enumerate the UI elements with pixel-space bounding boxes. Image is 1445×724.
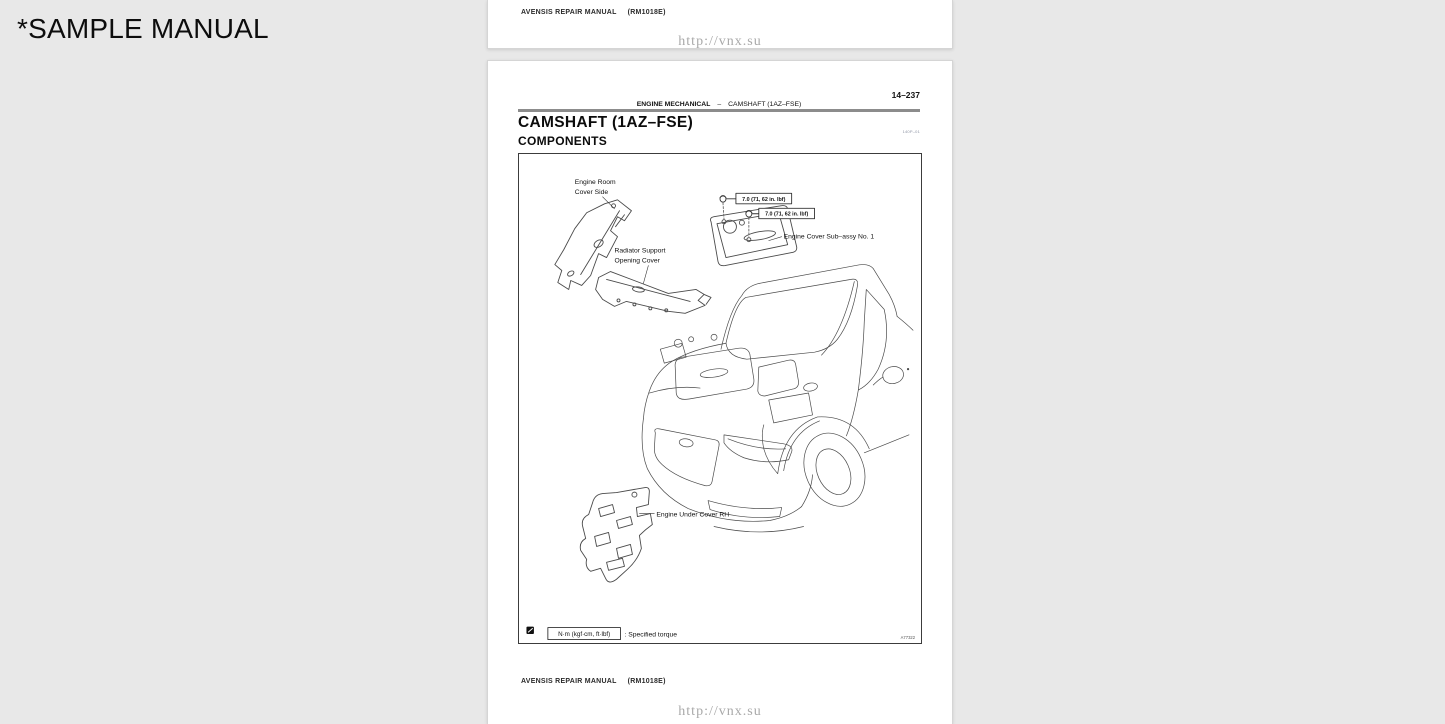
label-radiator-support-line2: Opening Cover <box>614 257 660 265</box>
components-diagram <box>518 153 922 644</box>
page-previous <box>487 0 953 49</box>
running-header-separator: – <box>717 101 722 108</box>
running-header <box>518 101 920 108</box>
page-footer-line <box>521 678 666 685</box>
part-radiator-support-opening-cover <box>596 272 711 314</box>
manual-code: (RM1018E) <box>627 678 666 685</box>
label-engine-room-cover-line2: Cover Side <box>574 188 609 196</box>
running-header-topic: CAMSHAFT (1AZ–FSE) <box>728 101 802 108</box>
leader-lines <box>603 197 782 514</box>
label-engine-cover: Engine Cover Sub–assy No. 1 <box>783 233 875 241</box>
manual-title: AVENSIS REPAIR MANUAL <box>521 678 617 685</box>
legend-unit-box: N·m (kgf·cm, ft·lbf) <box>558 631 611 639</box>
watermark-url: http://vnx.su <box>678 704 762 719</box>
running-header-section: ENGINE MECHANICAL <box>636 101 711 108</box>
manual-title: AVENSIS REPAIR MANUAL <box>521 9 617 16</box>
part-engine-under-cover-rh <box>580 487 652 582</box>
header-rule <box>518 109 920 112</box>
section-subtitle: COMPONENTS <box>518 134 608 148</box>
label-engine-room-cover-line1: Engine Room <box>574 178 616 186</box>
bolt-icon <box>526 627 533 634</box>
doc-code: 140P–01 <box>902 129 920 134</box>
components-diagram-svg <box>519 154 921 643</box>
watermark-url: http://vnx.su <box>678 34 762 49</box>
torque-value-2: 7.0 (71, 62 in. lbf) <box>765 211 809 218</box>
bolt-icon <box>746 210 752 217</box>
figure-code: A77322 <box>900 635 916 641</box>
part-engine-room-cover-side <box>555 200 632 290</box>
label-radiator-support-line1: Radiator Support <box>614 247 666 255</box>
page-number: 14–237 <box>891 90 920 100</box>
torque-value-1: 7.0 (71, 62 in. lbf) <box>742 196 786 203</box>
car-illustration <box>642 265 913 532</box>
bolt-icon <box>720 196 726 203</box>
sample-manual-banner: *SAMPLE MANUAL <box>17 13 269 44</box>
legend-label: : Specified torque <box>624 631 677 639</box>
page-header-line <box>521 9 666 16</box>
page-current <box>487 60 953 724</box>
page-title: CAMSHAFT (1AZ–FSE) <box>518 114 694 131</box>
label-engine-under-cover: Engine Under Cover RH <box>656 511 730 519</box>
manual-code: (RM1018E) <box>627 9 666 16</box>
